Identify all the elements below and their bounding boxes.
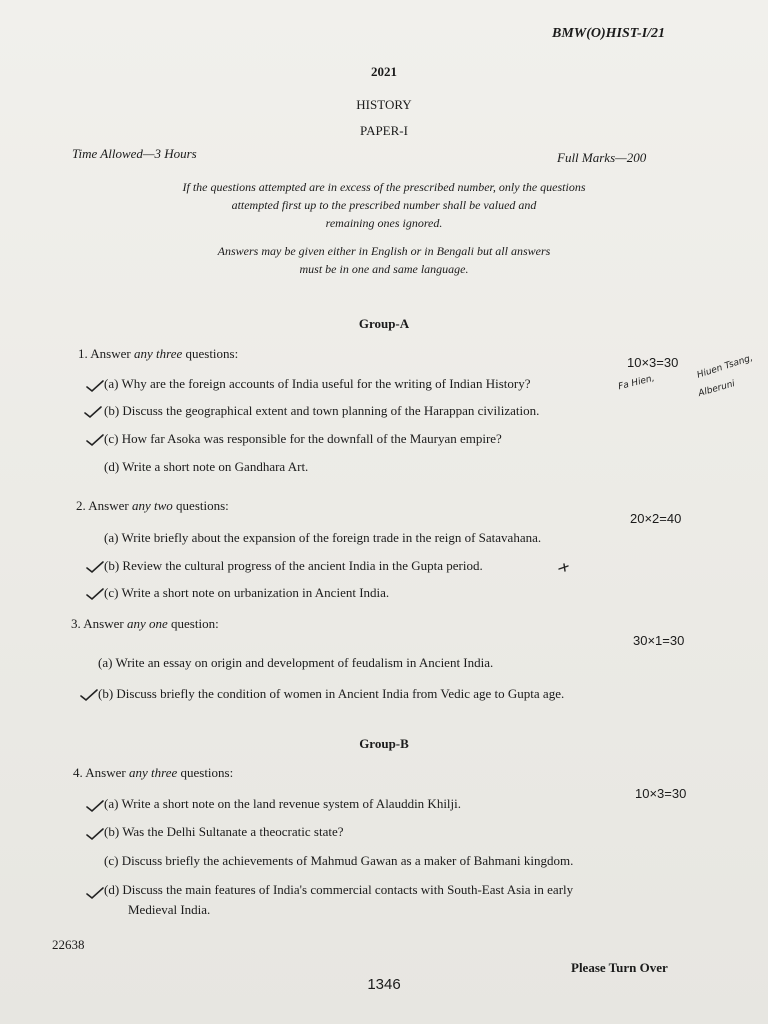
group-b-heading: Group-B xyxy=(359,736,409,751)
star-mark-icon xyxy=(558,563,570,573)
paper-title: PAPER-I xyxy=(360,123,408,138)
question-1a: (a) Why are the foreign accounts of India useful for the writing of Indian History? xyxy=(104,376,531,391)
question-2c: (c) Write a short note on urbanization in Ancient India. xyxy=(104,585,390,600)
question-4d-continuation: Medieval India. xyxy=(128,902,211,917)
question-1d: (d) Write a short note on Gandhara Art. xyxy=(104,459,309,474)
group-a-heading: Group-A xyxy=(358,316,410,331)
time-allowed: Time Allowed—3 Hours xyxy=(72,146,197,161)
handwritten-note-line-2: Hiuen Tsang, xyxy=(695,353,755,381)
tick-mark-icon xyxy=(86,886,104,900)
tick-mark-icon xyxy=(86,827,104,841)
question-4-score: 10×3=30 xyxy=(635,786,687,801)
paper-code: BMW(O)HIST-I/21 xyxy=(552,26,666,41)
handwritten-note-line-1: Fa Hien, xyxy=(617,373,656,393)
question-3-header: 3. Answer any one question: xyxy=(71,616,219,631)
serial-number: 22638 xyxy=(52,937,85,952)
tick-mark-icon xyxy=(86,433,104,447)
instruction-language: Answers may be given either in English or in Bengali but all answers must be in one and same language. xyxy=(217,244,551,276)
tick-mark-icon xyxy=(86,587,104,601)
subject-title: HISTORY xyxy=(356,97,412,112)
handwritten-note-line-3: Alberuni xyxy=(697,379,737,399)
tick-mark-icon xyxy=(84,405,102,419)
question-4c: (c) Discuss briefly the achievements of Mahmud Gawan as a maker of Bahmani kingdom. xyxy=(104,853,574,868)
question-2a: (a) Write briefly about the expansion of the foreign trade in the reign of Satavahana. xyxy=(104,530,542,545)
question-3b: (b) Discuss briefly the condition of women in Ancient India from Vedic age to Gupta age. xyxy=(98,686,565,701)
full-marks: Full Marks—200 xyxy=(557,150,647,165)
question-4-header: 4. Answer any three questions: xyxy=(73,765,234,780)
question-1-header: 1. Answer any three questions: xyxy=(78,346,239,361)
exam-year: 2021 xyxy=(371,64,397,79)
question-2-score: 20×2=40 xyxy=(630,511,682,526)
question-4a: (a) Write a short note on the land revenue system of Alauddin Khilji. xyxy=(104,796,462,811)
question-1-score: 10×3=30 xyxy=(627,355,679,370)
tick-mark-icon xyxy=(86,799,104,813)
question-4d: (d) Discuss the main features of India's commercial contacts with South-East Asia in early xyxy=(104,882,574,897)
question-2b: (b) Review the cultural progress of the ancient India in the Gupta period. xyxy=(104,558,483,573)
please-turn-over: Please Turn Over xyxy=(571,960,668,975)
tick-mark-icon xyxy=(86,379,104,393)
instruction-valuation: If the questions attempted are in excess of the prescribed number, only the questions attempted first up to the prescribed number shall be valued and remaining ones ignored. xyxy=(182,180,586,230)
question-3a: (a) Write an essay on origin and development of feudalism in Ancient India. xyxy=(98,655,494,670)
question-1c: (c) How far Asoka was responsible for the downfall of the Mauryan empire? xyxy=(104,431,502,446)
page-number: 1346 xyxy=(367,976,401,993)
question-3-score: 30×1=30 xyxy=(633,633,685,648)
tick-mark-icon xyxy=(86,560,104,574)
tick-mark-icon xyxy=(80,688,98,702)
question-2-header: 2. Answer any two questions: xyxy=(76,498,229,513)
question-4b: (b) Was the Delhi Sultanate a theocratic state? xyxy=(104,824,344,839)
question-1b: (b) Discuss the geographical extent and town planning of the Harappan civilization. xyxy=(104,403,540,418)
